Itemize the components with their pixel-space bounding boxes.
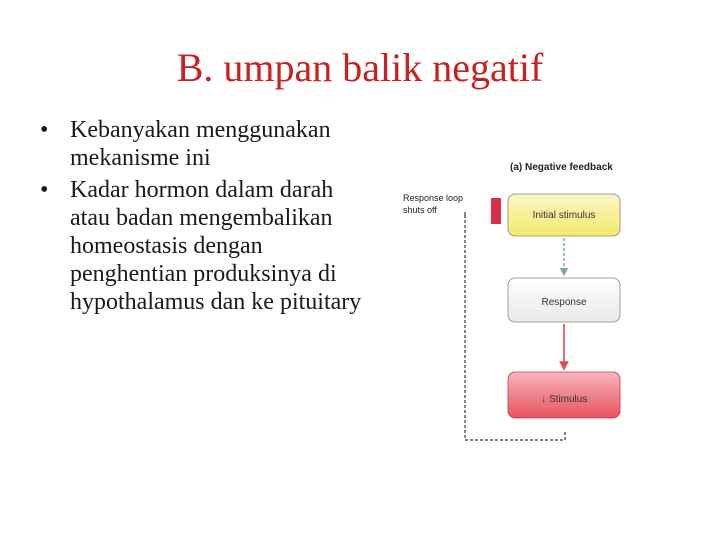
bullet-item [40,116,370,172]
stimulus-down-symbol: ↓ [541,394,546,405]
response-label: Response [541,297,587,308]
figure-heading: (a) Negative feedback [510,162,613,173]
initial-stimulus-label: Initial stimulus [532,210,596,221]
bullet-dot: • [40,177,49,203]
stimulus-label: Stimulus [549,394,588,405]
loop-label-line2: shuts off [403,205,437,215]
slide-title: B. umpan balik negatif [176,45,544,90]
loop-shutoff-block [491,198,501,224]
bullet-text: Kebanyakan menggunakan mekanisme ini [70,117,331,171]
bullet-list [40,116,370,320]
bullet-text: Kadar hormon dalam darah atau badan mengembalikan homeostasis dengan penghentian produksinya di hypothalamus dan ke pituitary [70,177,362,315]
bullet-item [40,176,370,316]
loop-label-line1: Response loop [403,193,464,203]
negative-feedback-diagram [395,150,635,450]
bullet-dot: • [40,117,49,143]
